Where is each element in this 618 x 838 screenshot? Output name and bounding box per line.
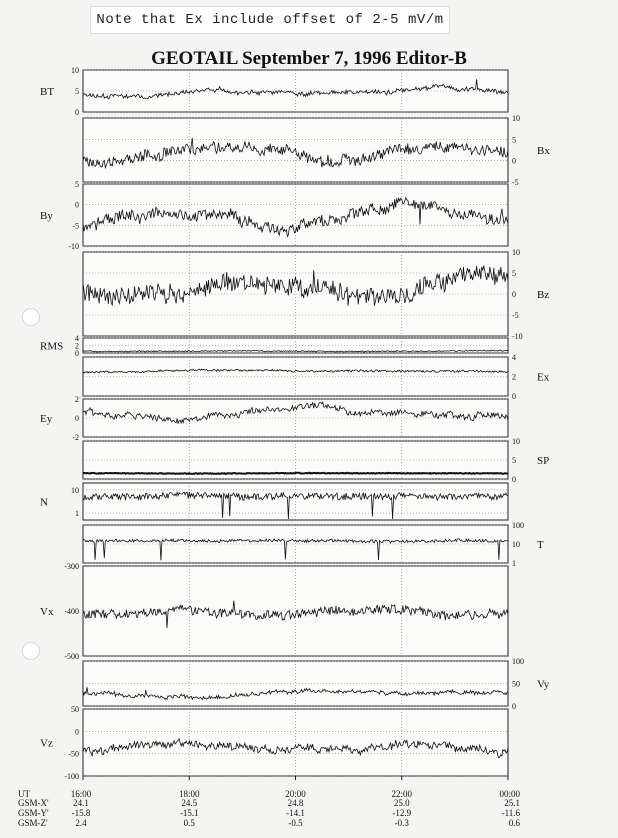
ytick-bz: 10 [512,248,520,257]
offset-note: Note that Ex include offset of 2-5 mV/m [90,6,450,34]
xtick-label: 00:00 [499,789,520,799]
ytick-sp: 10 [512,437,520,446]
ytick-rms: 4 [75,334,79,343]
ytick-n: 10 [71,485,79,495]
ytick-vy: 0 [512,702,516,711]
xtick-label: 18:00 [178,789,200,799]
gsm-value: 24.5 [181,798,198,808]
ytick-by: 5 [75,180,79,189]
ytick-vz: -50 [68,749,79,759]
ytick-bt: 5 [75,87,79,96]
xtick-label: 22:00 [391,789,413,799]
ytick-bt: 10 [71,66,79,75]
ytick-bx: -5 [512,178,519,187]
ytick-bz: -5 [512,311,519,320]
ytick-sp: 0 [512,475,516,484]
gsm-value: 25.0 [393,798,410,808]
panel-label-by: By [40,210,53,222]
panel-label-bz: Bz [537,289,550,301]
ytick-rms: 2 [75,341,79,351]
gsm-value: -15.1 [179,808,199,818]
ytick-by: 0 [75,200,79,210]
panel-label-rms: RMS [40,340,64,353]
ytick-t: 100 [512,521,524,530]
ytick-ey: 2 [75,395,79,404]
ytick-t: 10 [512,540,520,549]
ytick-ex: 2 [512,372,516,382]
series-sp [83,473,508,474]
ytick-bx: 5 [512,135,516,145]
ytick-ey: -2 [72,433,79,442]
ytick-vy: 100 [512,657,524,666]
gsm-value: 25.1 [504,798,520,808]
ytick-bx: 0 [512,156,516,166]
chart-title: GEOTAIL September 7, 1996 Editor-B [151,48,467,69]
ytick-bt: 0 [75,108,79,117]
gsm-value: -0.3 [394,818,409,828]
ytick-vz: 50 [71,705,79,714]
panel-label-bt: BT [40,86,55,98]
ytick-bz: 5 [512,269,516,278]
ytick-n: 1 [75,509,79,519]
gsm-value: -0.5 [288,818,303,828]
ytick-ex: 0 [512,392,516,401]
ytick-by: -10 [68,242,79,251]
ytick-bz: 0 [512,290,516,299]
ytick-vy: 50 [512,679,520,689]
ytick-vx: -500 [64,652,79,661]
xrow-label-3: GSM-Z' [18,818,48,828]
xtick-label: 20:00 [285,789,306,799]
ytick-vz: -100 [64,772,79,781]
panel-label-ex: Ex [537,371,550,384]
ytick-vx: -400 [64,607,79,616]
ytick-ex: 4 [512,353,516,362]
gsm-value: 0.5 [183,818,195,828]
panel-label-t: T [537,539,544,551]
panel-label-n: N [40,496,48,509]
ytick-vx: -300 [64,562,79,571]
gsm-value: 2.4 [75,818,87,828]
panel-label-sp: SP [537,455,550,467]
panel-label-vy: Vy [537,678,550,691]
ytick-sp: 5 [512,456,516,465]
gsm-value: -11.6 [501,808,520,818]
gsm-value: 24.8 [287,798,304,808]
panel-label-vx: Vx [40,606,54,618]
gsm-value: -12.9 [392,808,412,818]
panel-label-vz: Vz [40,737,53,750]
gsm-value: 24.1 [73,798,89,808]
ytick-ey: 0 [75,414,79,423]
gsm-value: -14.1 [286,808,305,818]
panel-label-bx: Bx [537,145,550,157]
xrow-label-0: UT [18,789,30,799]
ytick-bz: -10 [512,332,523,341]
gsm-value: -15.8 [71,808,91,818]
xrow-label-1: GSM-X' [18,798,49,808]
xrow-label-2: GSM-Y' [18,808,49,818]
ytick-t: 1 [512,559,516,568]
ytick-vz: 0 [75,727,79,737]
panel-label-ey: Ey [40,413,53,425]
ytick-bx: 10 [512,114,520,123]
gsm-value: 0.6 [508,818,520,828]
ytick-by: -5 [72,221,79,231]
xtick-label: 16:00 [70,789,92,799]
ytick-rms: 0 [75,349,79,358]
